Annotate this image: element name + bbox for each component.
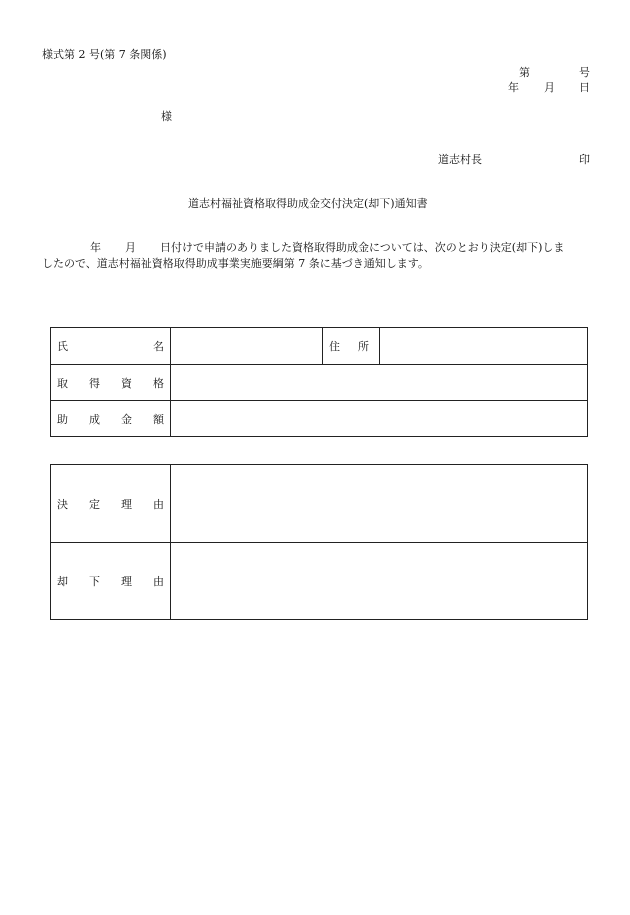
name-field[interactable] [171,328,323,365]
rejection-reason-label: 却 下 理 由 [51,543,171,620]
addressee-suffix: 様 [161,110,172,123]
qualification-field[interactable] [171,365,588,401]
date-month: 月 [544,81,555,94]
amount-row [51,401,588,437]
body-text-line-2: したので、道志村福祉資格取得助成事業実施要綱第 7 条に基づき通知します。 [42,257,429,270]
date-day: 日 [579,81,590,94]
decision-reason-field[interactable] [171,465,588,543]
issuer: 道志村長 [438,153,482,166]
decision-reason-label: 決 定 理 由 [51,465,171,543]
seal-mark: 印 [579,153,590,166]
address-field[interactable] [380,328,588,365]
name-label: 氏 名 [51,328,171,365]
body-line-1 [42,240,592,256]
reason-table [50,464,588,620]
body-year: 年 [90,241,101,254]
form-number: 様式第 2 号(第 7 条関係) [42,48,167,61]
amount-field[interactable] [171,401,588,437]
amount-label: 助 成 金 額 [51,401,171,437]
rejection-reason-field[interactable] [171,543,588,620]
date-year: 年 [508,81,519,94]
number-dai: 第 [519,66,530,79]
applicant-table [50,327,588,437]
address-label: 住 所 [323,328,380,365]
body-paragraph [42,240,592,272]
number-go: 号 [579,66,590,79]
rejection-row [51,543,588,620]
body-month: 月 [125,241,136,254]
body-text-line-1: 日付けで申請のありました資格取得助成金については、次のとおり決定(却下)しま [160,241,565,254]
qualification-label: 取 得 資 格 [51,365,171,401]
decision-row [51,465,588,543]
document-title: 道志村福祉資格取得助成金交付決定(却下)通知書 [188,197,428,210]
qualification-row [51,365,588,401]
name-row [51,328,588,365]
